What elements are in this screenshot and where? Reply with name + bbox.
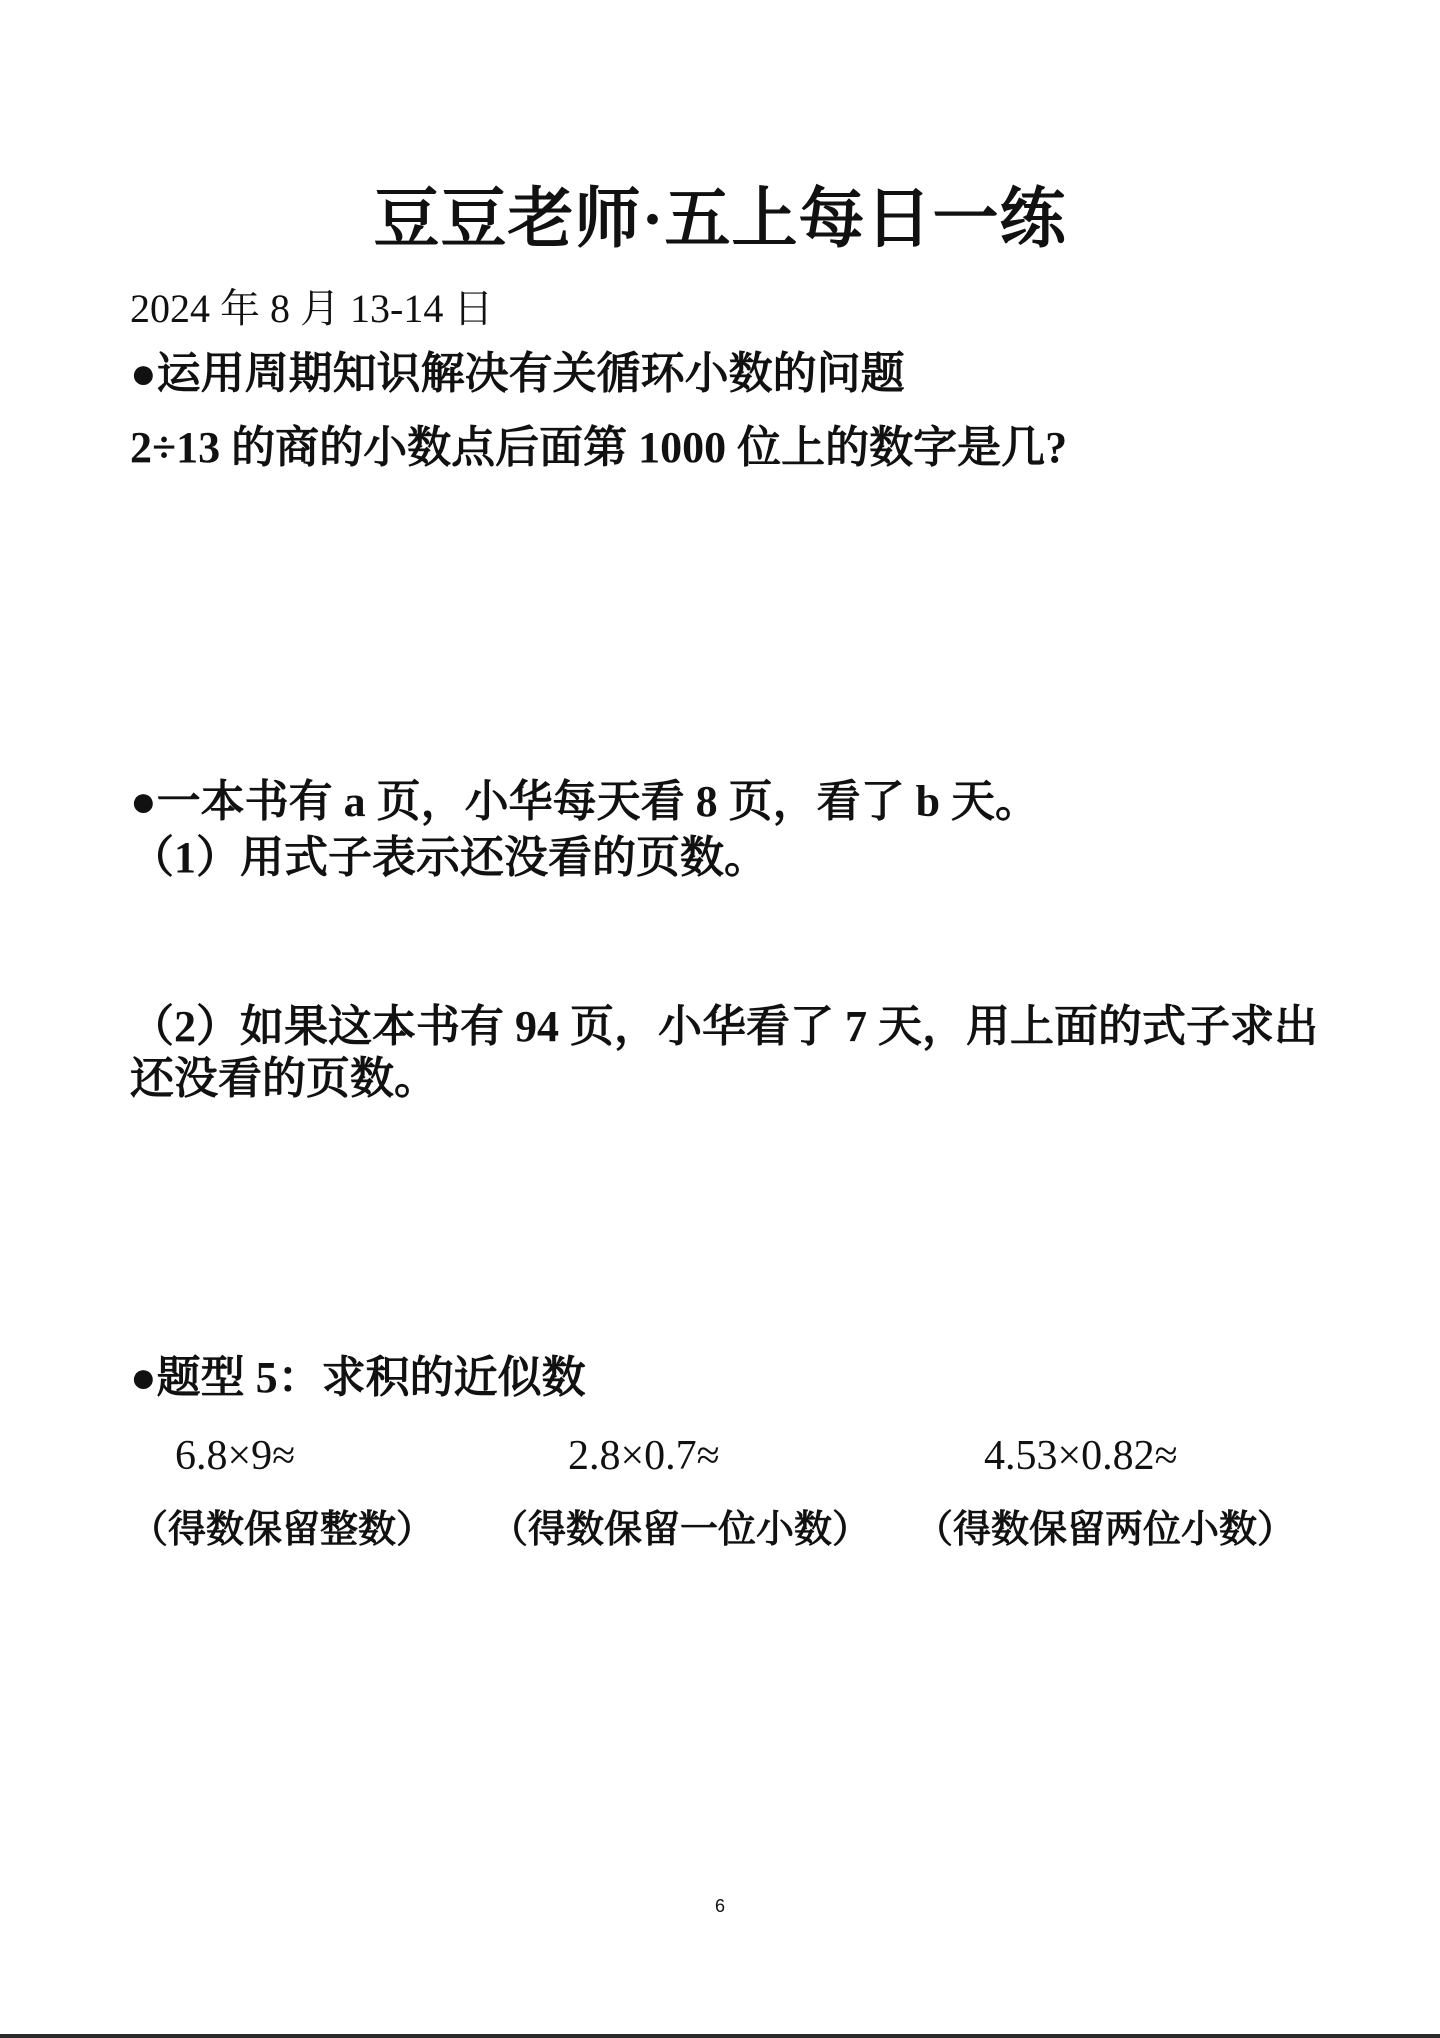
section-2-part-2-line-2: 还没看的页数。: [130, 1054, 438, 1103]
answer-space-section-3: [130, 1570, 1310, 1870]
section-1-question: 2÷13 的商的小数点后面第 1000 位上的数字是几?: [130, 423, 1068, 472]
problem-2-expression: 2.8×0.7≈: [568, 1433, 720, 1479]
problem-3-expression: 4.53×0.82≈: [984, 1433, 1178, 1479]
answer-space-part-2: [130, 1110, 1310, 1330]
page-bottom-edge: [0, 2034, 1440, 2038]
problem-2-note: （得数保留一位小数）: [490, 1509, 871, 1551]
answer-space-part-1: [130, 890, 1310, 990]
problem-1-expression: 6.8×9≈: [175, 1433, 296, 1479]
section-3-heading: ●题型 5：求积的近似数: [130, 1353, 586, 1402]
problem-1-note: （得数保留整数）: [130, 1509, 435, 1551]
section-2-part-2-line-1: （2）如果这本书有 94 页，小华看了 7 天，用上面的式子求出: [130, 1002, 1318, 1051]
page-title: 豆豆老师·五上每日一练: [373, 183, 1067, 256]
answer-space-section-1: [130, 480, 1310, 760]
section-1-heading: ●运用周期知识解决有关循环小数的问题: [130, 349, 905, 398]
problem-3-note: （得数保留两位小数）: [915, 1509, 1296, 1551]
date-line: 2024 年 8 月 13-14 日: [130, 286, 494, 331]
section-2-heading: ●一本书有 a 页，小华每天看 8 页，看了 b 天。: [130, 777, 1040, 826]
page-number: 6: [714, 1896, 725, 1916]
section-2-part-1: （1）用式子表示还没看的页数。: [130, 833, 768, 882]
